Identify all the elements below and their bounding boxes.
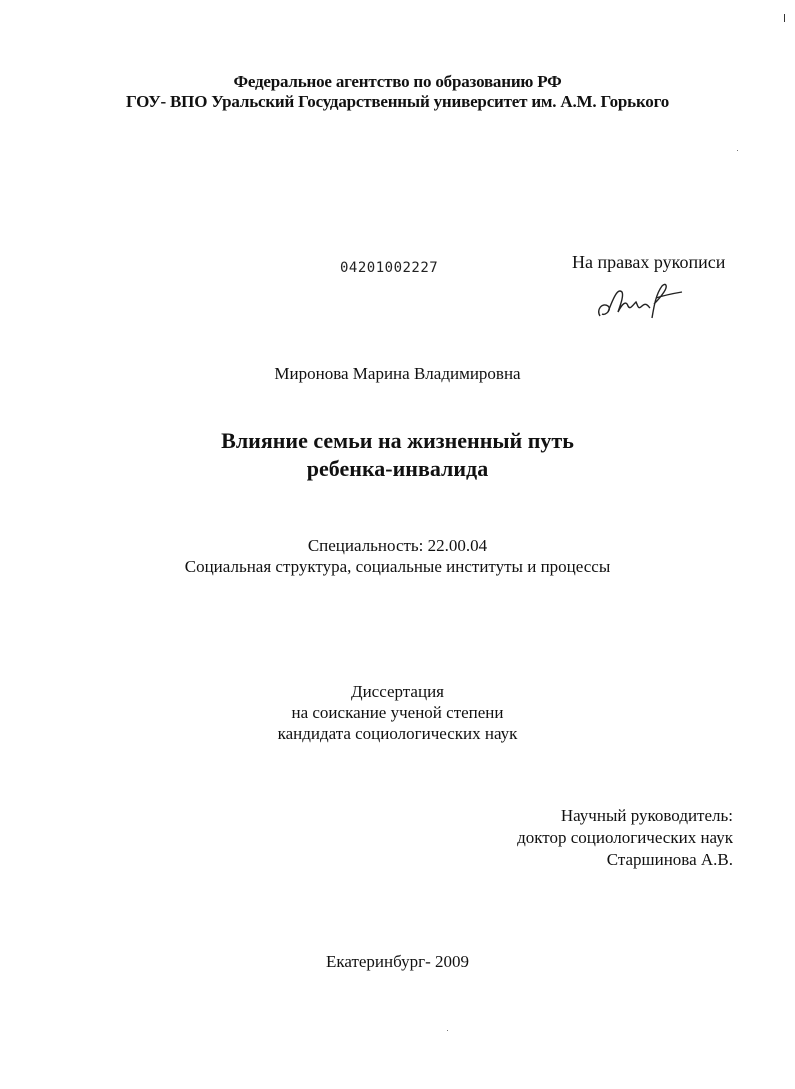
dissertation-title-line-1: Влияние семьи на жизненный путь: [221, 428, 574, 453]
city-year: Екатеринбург- 2009: [325, 952, 470, 971]
specialty-name: Социальная структура, социальные институты и процессы: [184, 557, 611, 576]
scan-mark: [784, 14, 785, 22]
registration-number: 04201002227: [340, 260, 439, 276]
manuscript-note: На правах рукописи: [572, 252, 726, 272]
scan-speck: [737, 150, 738, 151]
handwritten-signature: [592, 276, 692, 324]
degree-name: кандидата социологических наук: [277, 724, 518, 743]
author-name: Миронова Марина Владимировна: [274, 364, 521, 383]
dissertation-label: Диссертация: [350, 682, 444, 701]
supervisor-degree: доктор социологических наук: [517, 828, 733, 847]
dissertation-title-line-2: ребенка-инвалида: [306, 456, 489, 481]
agency-name: Федеральное агентство по образованию РФ: [233, 72, 562, 91]
specialty-code: Специальность: 22.00.04: [307, 536, 488, 555]
degree-purpose: на соискание ученой степени: [291, 703, 504, 722]
supervisor-name: Старшинова А.В.: [606, 850, 733, 869]
scan-speck: [447, 1030, 448, 1031]
university-name: ГОУ- ВПО Уральский Государственный университет им. А.М. Горького: [125, 92, 670, 111]
supervisor-label: Научный руководитель:: [560, 806, 733, 825]
